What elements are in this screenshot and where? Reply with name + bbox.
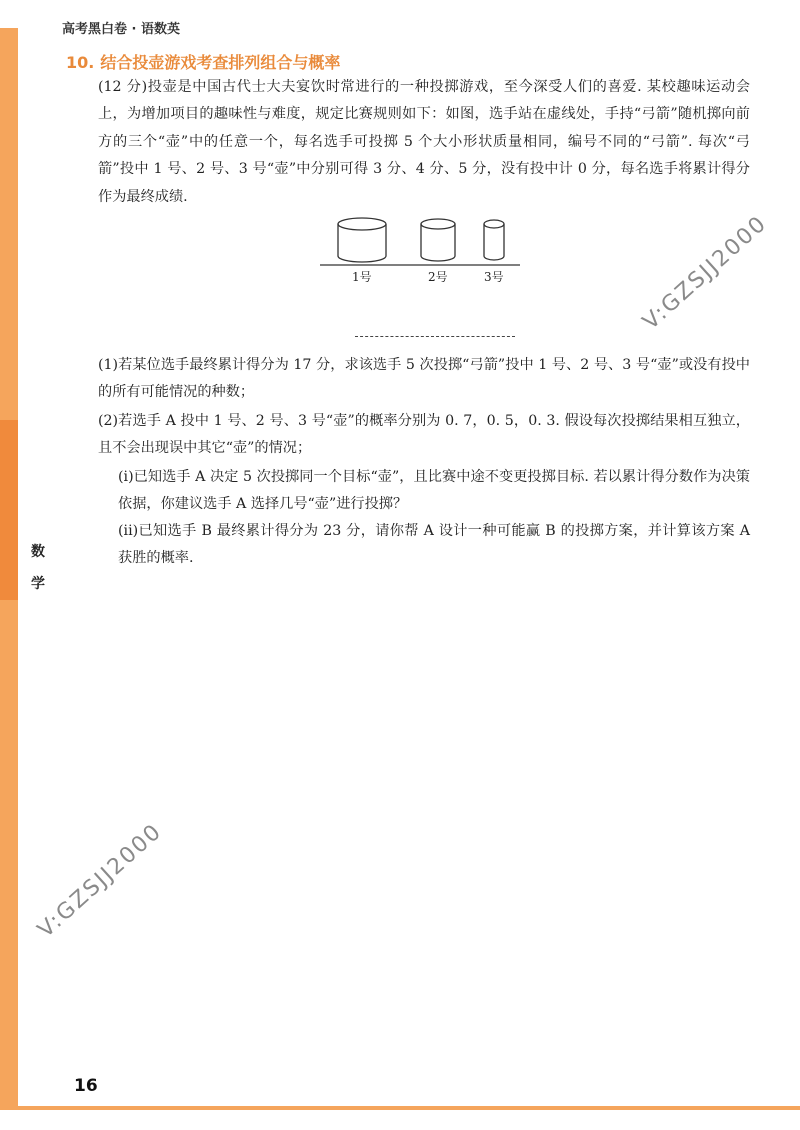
- pot-1: [338, 218, 386, 262]
- left-accent-bar-dark: [0, 420, 18, 600]
- question-intro: (12 分)投壶是中国古代士大夫宴饮时常进行的一种投掷游戏，至今深受人们的喜爱. 某校趣味运动会上，为增加项目的趣味性与难度，规定比赛规则如下：如图，选手站在虚线处，手持“弓箭”随机掷向前方的三个“壶”中的任意一个，每名选手可投掷 5 个大小形状质量相同，编号不同的“弓箭”. 每次“弓箭”投中 1 号、2 号、3 号“壶”中分别可得 3 分、4 分、5 分，没有投中计 0 分，每名选手将累计得分作为最终成绩.: [98, 79, 750, 205]
- pot-label-2: 2号: [428, 270, 448, 284]
- question-part-1: (1)若某位选手最终累计得分为 17 分，求该选手 5 次投掷“弓箭”投中 1 号、2 号、3 号“壶”或没有投中的所有可能情况的种数；: [98, 357, 750, 401]
- question-title-text: 结合投壶游戏考查排列组合与概率: [100, 53, 341, 72]
- bottom-accent-bar: [18, 1106, 800, 1110]
- question-part-2: (2)若选手 A 投中 1 号、2 号、3 号“壶”的概率分别为 0. 7，0. 5，0. 3. 假设每次投掷结果相互独立，且不会出现误中其它“壶”的情况；: [98, 413, 750, 457]
- question-number: 10.: [66, 53, 95, 72]
- page-header: 高考黑白卷 · 语数英: [62, 22, 180, 37]
- pot-figure: [320, 212, 520, 292]
- dashed-divider: [355, 336, 515, 339]
- pot-2: [421, 219, 455, 261]
- question-title: [66, 50, 340, 73]
- pot-3: [484, 220, 504, 260]
- subject-side-label: 数学: [31, 544, 45, 592]
- page-number: 16: [74, 1076, 98, 1096]
- pot-label-1: 1号: [352, 270, 372, 284]
- question-part-2-ii: (ii)已知选手 B 最终累计得分为 23 分，请你帮 A 设计一种可能赢 B 的投掷方案，并计算该方案 A 获胜的概率.: [118, 523, 750, 567]
- question-part-2-i: (i)已知选手 A 决定 5 次投掷同一个目标“壶”，且比赛中途不变更投掷目标. 若以累计得分数作为决策依据，你建议选手 A 选择几号“壶”进行投掷？: [118, 469, 750, 513]
- pot-label-3: 3号: [484, 270, 504, 284]
- watermark-bottom: V:GZSJJ2000: [33, 818, 168, 943]
- watermark-top: V:GZSJJ2000: [638, 210, 773, 335]
